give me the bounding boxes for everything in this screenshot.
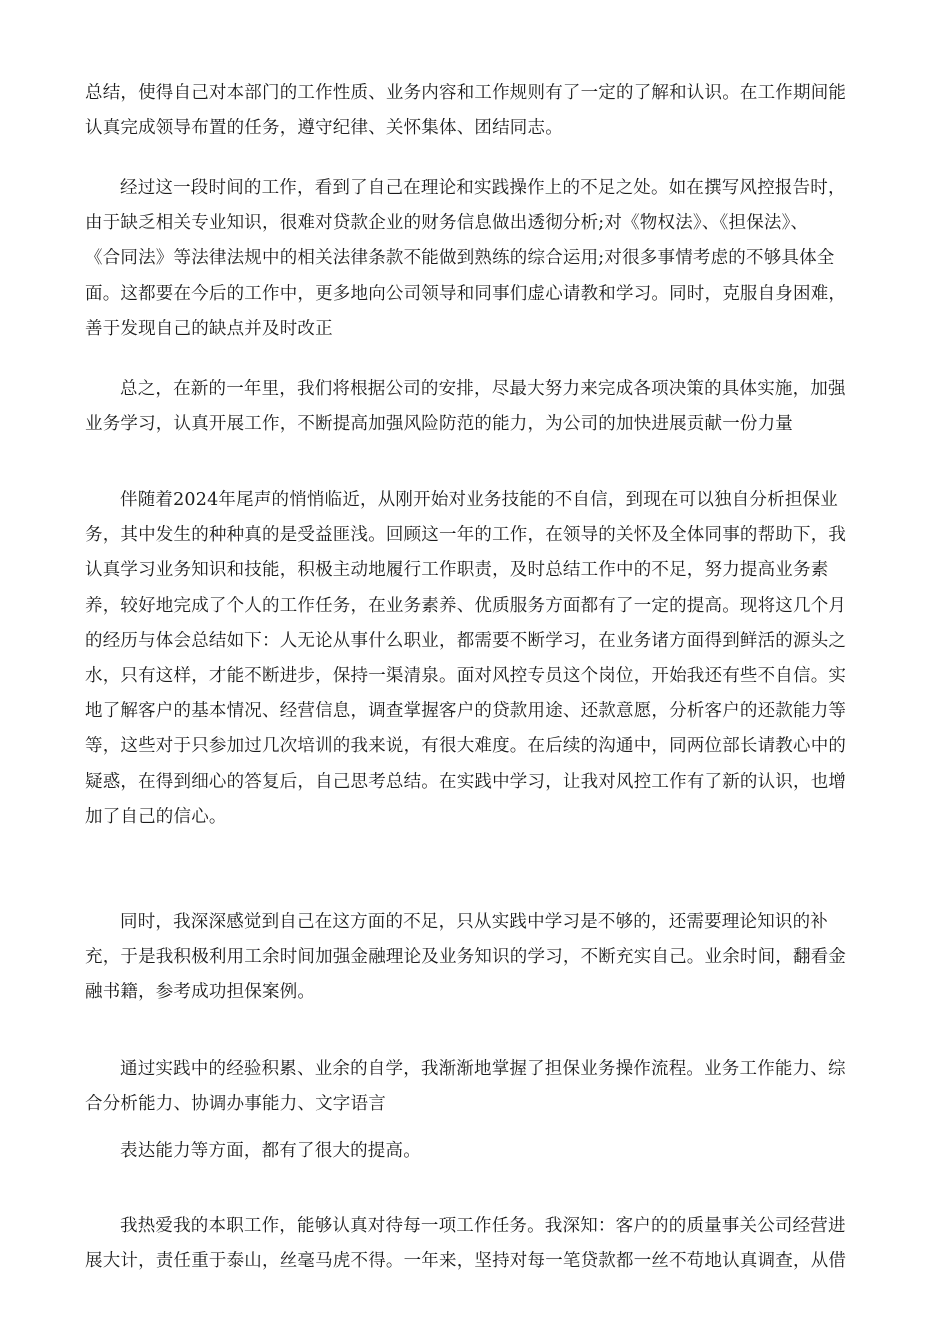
paragraph-7	[85, 1134, 865, 1169]
paragraph-3	[85, 372, 865, 442]
paragraph-line: 由于缺乏相关专业知识，很难对贷款企业的财务信息做出透彻分析;对《物权法》、《担保法》、	[85, 213, 809, 234]
paragraph-4	[85, 483, 865, 835]
paragraph-line: 业务学习，认真开展工作，不断提高加强风险防范的能力，为公司的加快进展贡献一份力量	[85, 414, 793, 435]
paragraph-line: 我热爱我的本职工作，能够认真对待每一项工作任务。我深知：客户的的质量事关公司经营进	[120, 1216, 846, 1236]
paragraph-line: 经过这一段时间的工作，看到了自己在理论和实践操作上的不足之处。如在撰写风控报告时，	[120, 178, 846, 198]
paragraph-line: 通过实践中的经验积累、业余的自学，我渐渐地掌握了担保业务操作流程。业务工作能力、综	[120, 1059, 846, 1079]
paragraph-line: 展大计，责任重于泰山，丝毫马虎不得。一年来，坚持对每一笔贷款都一丝不苟地认真调查，从借	[85, 1251, 847, 1272]
paragraph-line: 表达能力等方面，都有了很大的提高。	[120, 1141, 421, 1161]
paragraph-line: 务，其中发生的种种真的是受益匪浅。回顾这一年的工作，在领导的关怀及全体同事的帮助下，我	[85, 525, 847, 546]
paragraph-line: 合分析能力、协调办事能力、文字语言	[85, 1094, 386, 1115]
paragraph-1	[85, 76, 865, 146]
paragraph-8	[85, 1209, 865, 1279]
paragraph-line: 认真学习业务知识和技能，积极主动地履行工作职责，及时总结工作中的不足，努力提高业务素	[85, 560, 829, 581]
paragraph-line: 的经历与体会总结如下：人无论从事什么职业，都需要不断学习，在业务诸方面得到鲜活的源头之	[85, 630, 847, 651]
paragraph-6	[85, 1052, 865, 1122]
paragraph-line: 等，这些对于只参加过几次培训的我来说，有很大难度。在后续的沟通中，同两位部长请教心中的	[85, 736, 847, 757]
paragraph-line: 疑惑，在得到细心的答复后，自己思考总结。在实践中学习，让我对风控工作有了新的认识，也增	[85, 771, 847, 792]
paragraph-5	[85, 905, 865, 1011]
paragraph-line: 善于发现自己的缺点并及时改正	[85, 318, 333, 339]
paragraph-line: 《合同法》等法律法规中的相关法律条款不能做到熟练的综合运用;对很多事情考虑的不够具体全	[85, 248, 835, 269]
paragraph-line: 充，于是我积极利用工余时间加强金融理论及业务知识的学习，不断充实自己。业余时间，翻看金	[85, 947, 847, 968]
paragraph-2	[85, 171, 865, 347]
paragraph-line: 养，较好地完成了个人的工作任务，在业务素养、优质服务方面都有了一定的提高。现将这几个月	[85, 595, 847, 616]
paragraph-line: 融书籍，参考成功担保案例。	[85, 982, 316, 1003]
paragraph-line: 加了自己的信心。	[85, 806, 227, 827]
paragraph-line: 地了解客户的基本情况、经营信息，调查掌握客户的贷款用途、还款意愿，分析客户的还款能力等	[85, 701, 847, 722]
paragraph-line: 面。这都要在今后的工作中，更多地向公司领导和同事们虚心请教和学习。同时，克服自身困难，	[85, 283, 847, 304]
paragraph-line: 认真完成领导布置的任务，遵守纪律、关怀集体、团结同志。	[85, 118, 563, 139]
paragraph-line: 同时，我深深感觉到自己在这方面的不足，只从实践中学习是不够的，还需要理论知识的补	[120, 912, 828, 932]
paragraph-line: 总结，使得自己对本部门的工作性质、业务内容和工作规则有了一定的了解和认识。在工作期间能	[85, 83, 847, 103]
paragraph-line: 伴随着2024年尾声的悄悄临近，从刚开始对业务技能的不自信，到现在可以独自分析担保业	[120, 490, 838, 510]
paragraph-line: 总之，在新的一年里，我们将根据公司的安排，尽最大努力来完成各项决策的具体实施，加强	[120, 379, 846, 399]
paragraph-line: 水，只有这样，才能不断进步，保持一渠清泉。面对风控专员这个岗位，开始我还有些不自信。实	[85, 666, 847, 687]
